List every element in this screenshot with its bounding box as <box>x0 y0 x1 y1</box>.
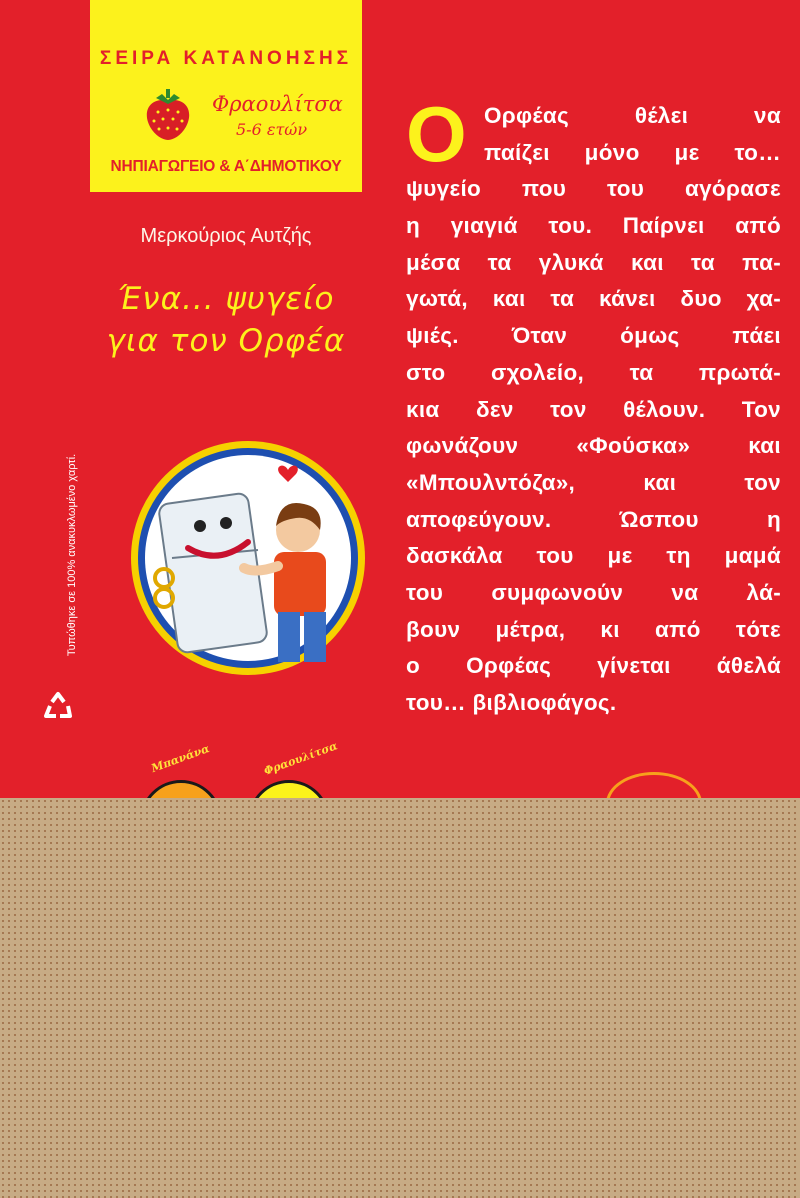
blurb-line: η γιαγιά του. Παίρνει από <box>406 213 781 239</box>
age-range: 5-6 ετών <box>236 120 308 139</box>
blurb-line: βουν μέτρα, κι από τότε <box>406 616 781 642</box>
book-title <box>90 278 362 362</box>
blurb-line: του συμφωνούν να λά- <box>406 579 781 605</box>
dropcap-letter: Ο <box>406 90 467 178</box>
blurb-line: κια δεν τον θέλουν. Τον <box>406 396 781 422</box>
book-title-line1: Ένα... ψυγείο <box>117 281 335 317</box>
blurb-line: δασκάλα του με τη μαμά <box>406 543 781 569</box>
orange-swirl-icon <box>606 772 702 798</box>
blurb-line: του… βιβλιοφάγος. <box>406 690 617 715</box>
cover-illustration <box>128 438 368 678</box>
blurb-line: «Μπουλντόζα», και τον <box>406 469 781 495</box>
strawberry-badge-label: Φραουλίτσα <box>262 739 340 778</box>
series-box <box>90 0 362 192</box>
banana-badge-label: Μπανάνα <box>149 741 212 776</box>
grade-label: ΝΗΠΙΑΓΩΓΕΙΟ & Α΄ΔΗΜΟΤΙΚΟΥ <box>110 158 342 175</box>
blurb-line: ψιές. Όταν όμως πάει <box>406 323 781 349</box>
blurb-line: γωτά, και τα κάνει δυο χα- <box>406 286 781 312</box>
blurb-text <box>406 90 781 722</box>
book-title-line2: για τον Ορφέα <box>106 323 346 359</box>
blurb-line: φωνάζουν «Φούσκα» και <box>406 433 781 459</box>
dotted-background <box>0 798 800 1198</box>
blurb-line: ψυγείο που του αγόρασε <box>406 176 781 202</box>
blurb-line: στο σχολείο, τα πρωτά- <box>406 359 781 385</box>
author-name: Μερκούριος Αυτζής <box>140 225 312 247</box>
blurb-line: παίζει μόνο με το… <box>484 139 781 165</box>
blurb-line: ο Ορφέας γίνεται άθελά <box>406 653 781 679</box>
strawberry-icon <box>142 88 194 142</box>
recycled-paper-note: Τυπώθηκε σε 100% ανακυκλωμένο χαρτί. <box>66 453 78 657</box>
series-label: ΣΕΙΡΑ ΚΑΤΑΝΟΗΣΗΣ <box>99 48 353 69</box>
brand-name: Φραουλίτσα <box>212 92 343 116</box>
recycle-icon <box>42 690 74 722</box>
blurb-line: μέσα τα γλυκά και τα πα- <box>406 249 781 275</box>
strawberry-badge-icon <box>248 780 330 798</box>
banana-badge-icon <box>140 780 222 798</box>
blurb-line: αποφεύγουν. Ώσπου η <box>406 506 781 532</box>
blurb-line: Ορφέας θέλει να <box>484 103 781 128</box>
